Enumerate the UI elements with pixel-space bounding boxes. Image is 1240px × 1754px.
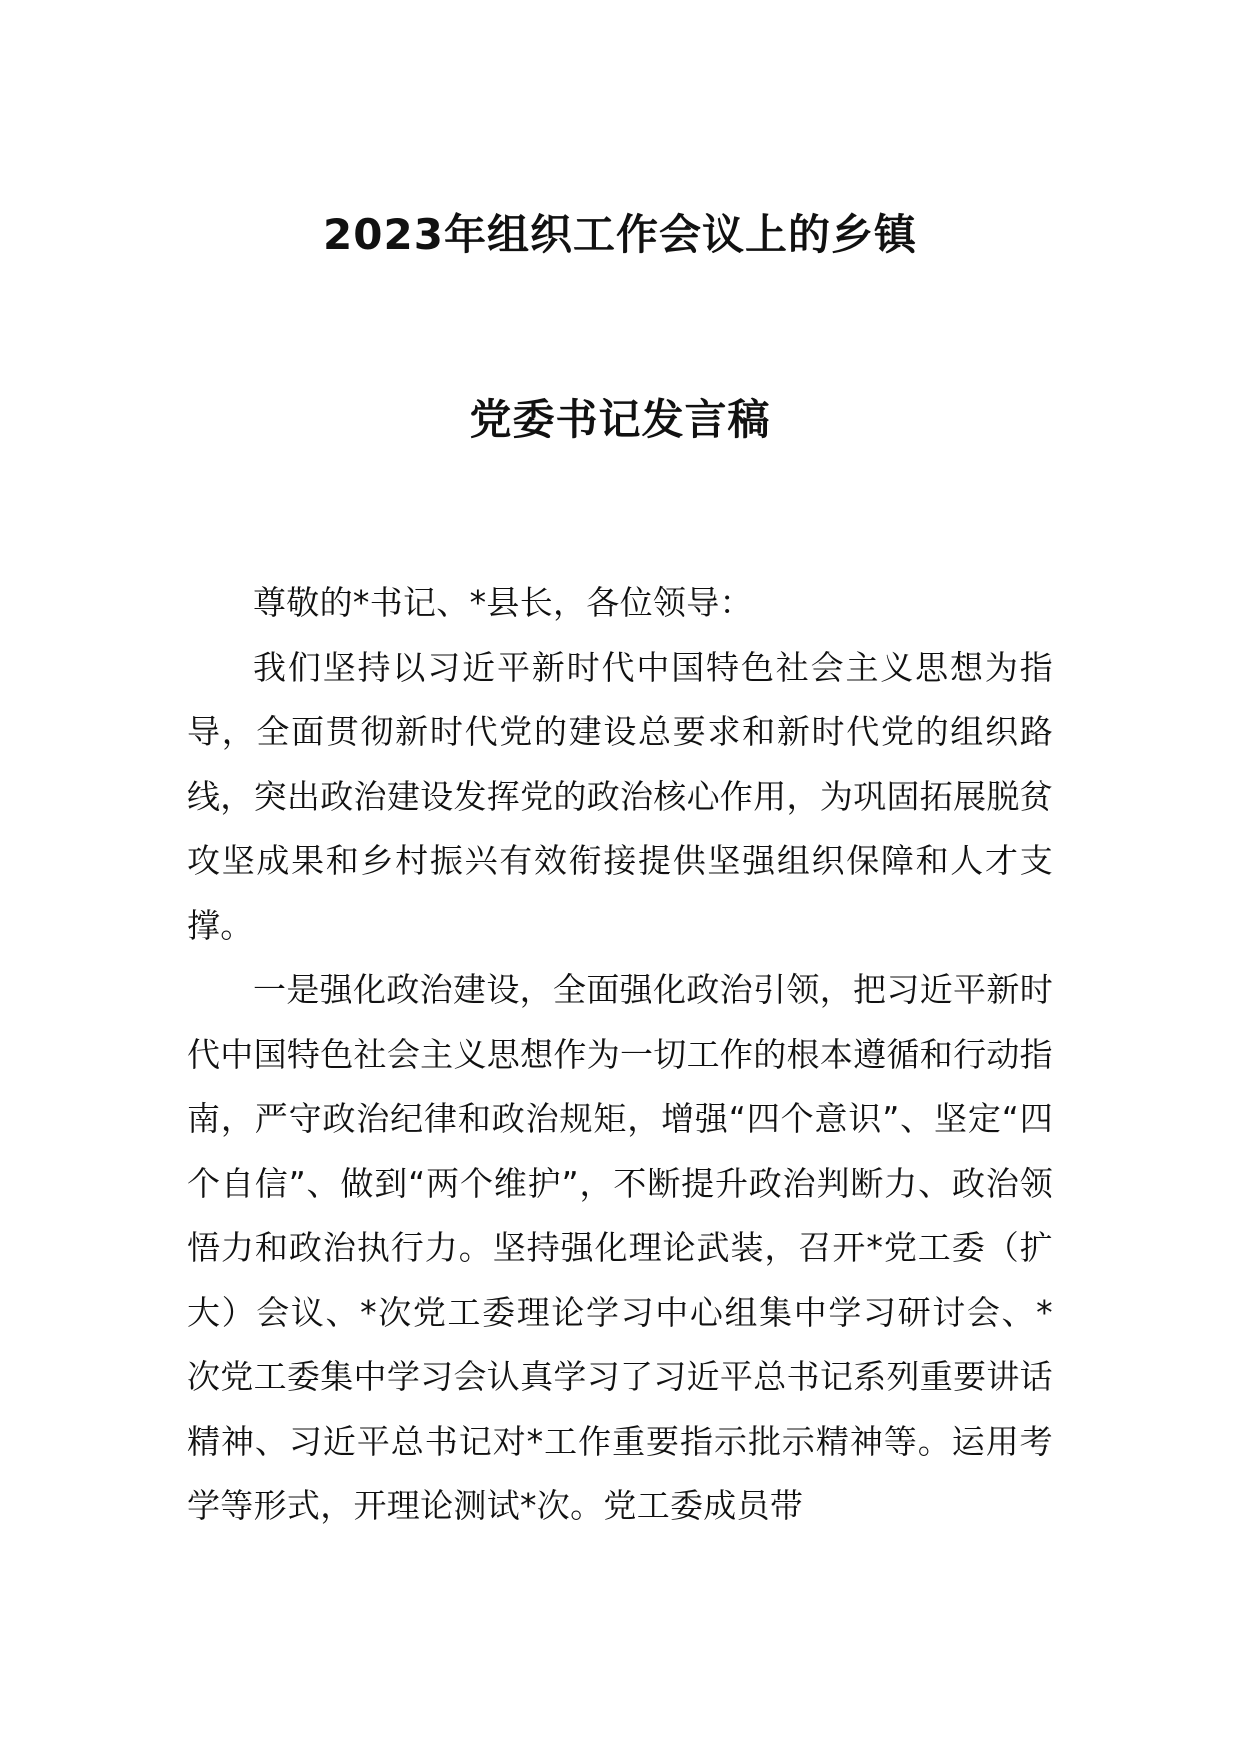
document-title-line-2: 党委书记发言稿 <box>469 395 771 444</box>
body-paragraph: 一是强化政治建设，全面强化政治引领，把习近平新时代中国特色社会主义思想作为一切工作的根本遵循和行动指南，严守政治纪律和政治规矩，增强“四个意识”、坚定“四个自信”、做到“两个维护”，不断提升政治判断力、政治领悟力和政治执行力。坚持强化理论武装，召开*党工委（扩大）会议、*次党工委理论学习中心组集中学习研讨会、*次党工委集中学习会认真学习了习近平总书记系列重要讲话精神、习近平总书记对*工作重要指示批示精神等。运用考学等形式，开理论测试*次。党工委成员带 <box>187 970 1053 1525</box>
body-paragraph: 我们坚持以习近平新时代中国特色社会主义思想为指导，全面贯彻新时代党的建设总要求和新时代党的组织路线，突出政治建设发挥党的政治核心作用，为巩固拓展脱贫攻坚成果和乡村振兴有效衔接提供坚强组织保障和人才支撑。 <box>187 647 1053 945</box>
document-body <box>187 571 1053 1539</box>
document-title-line-1: 2023年组织工作会议上的乡镇 <box>323 210 917 259</box>
salutation-paragraph: 尊敬的*书记、*县长，各位领导： <box>253 583 753 622</box>
